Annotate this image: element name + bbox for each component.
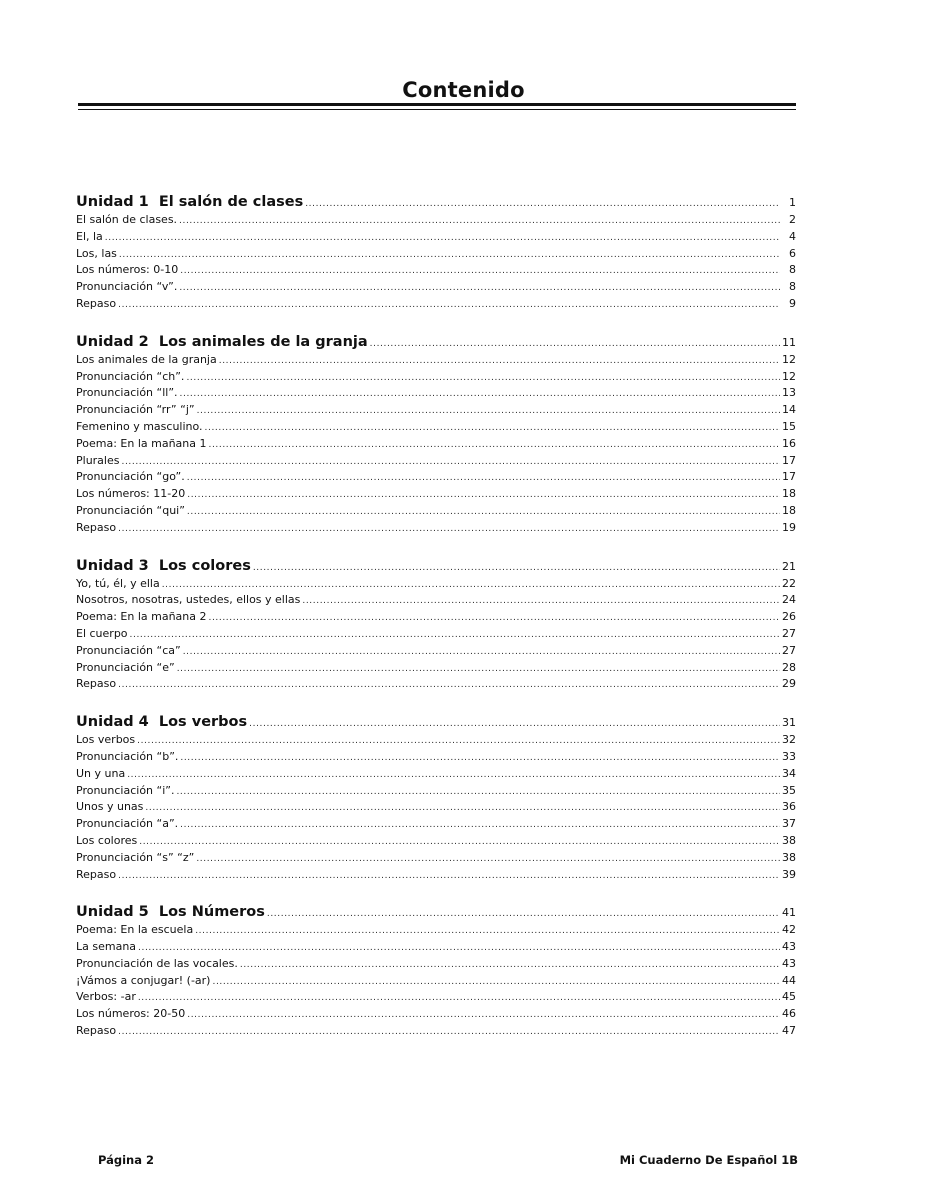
toc-entry-label: Pronunciación “i”. — [76, 783, 175, 797]
toc-entry — [76, 402, 796, 419]
toc-entry — [76, 1023, 796, 1040]
dot-leader — [130, 627, 780, 644]
toc-entry-label: Femenino y masculino. — [76, 419, 203, 433]
table-of-contents — [76, 192, 796, 1059]
dot-leader — [187, 470, 780, 487]
title-divider-thin — [78, 109, 796, 110]
toc-unit — [76, 902, 796, 1040]
toc-entry — [76, 660, 796, 677]
dot-leader — [139, 834, 780, 851]
unit-number: Unidad 3 — [76, 557, 149, 574]
toc-entry-page-number: 8 — [789, 280, 796, 294]
toc-entry-page-number: 33 — [782, 749, 796, 763]
toc-entry-page-number: 19 — [782, 520, 796, 534]
toc-unit-heading — [76, 712, 796, 732]
toc-entry-page-number: 4 — [789, 229, 796, 243]
toc-entry-page-number: 24 — [782, 593, 796, 607]
toc-entry — [76, 766, 796, 783]
toc-entry-page-number: 43 — [782, 940, 796, 954]
toc-entry — [76, 609, 796, 626]
toc-entry-page-number: 38 — [782, 833, 796, 847]
dot-leader — [205, 420, 780, 437]
toc-entry-label: ¡Vámos a conjugar! (-ar) — [76, 973, 211, 987]
toc-entry-page-number: 18 — [782, 503, 796, 517]
dot-leader — [119, 247, 780, 264]
toc-entry — [76, 922, 796, 939]
dot-leader — [240, 957, 780, 974]
unit-page-number: 1 — [789, 196, 796, 209]
toc-entry-page-number: 18 — [782, 487, 796, 501]
dot-leader — [183, 644, 780, 661]
toc-entry — [76, 676, 796, 693]
toc-entry — [76, 576, 796, 593]
toc-entry-page-number: 16 — [782, 436, 796, 450]
toc-entry — [76, 469, 796, 486]
toc-entry-label: Repaso — [76, 296, 117, 310]
unit-name: Los Números — [158, 904, 265, 921]
toc-entry-label: Los colores — [76, 833, 138, 847]
toc-entry-page-number: 39 — [782, 867, 796, 881]
toc-entry-label: El salón de clases. — [76, 213, 178, 226]
toc-unit — [76, 192, 796, 313]
toc-entry-label: Los animales de la granja — [76, 352, 217, 366]
dot-leader — [121, 454, 780, 471]
unit-heading-label — [76, 192, 303, 212]
footer-page-number: Página 2 — [98, 1153, 155, 1167]
toc-entry — [76, 369, 796, 386]
toc-entry — [76, 799, 796, 816]
toc-entry — [76, 956, 796, 973]
toc-entry — [76, 592, 796, 609]
toc-entry-label: El, la — [76, 229, 103, 243]
dot-leader — [249, 714, 780, 734]
dot-leader — [118, 868, 780, 885]
toc-entry-page-number: 17 — [782, 453, 796, 467]
toc-entry — [76, 816, 796, 833]
toc-entry — [76, 833, 796, 850]
dot-leader — [145, 800, 780, 817]
dot-leader — [212, 974, 780, 991]
toc-entry-page-number: 46 — [782, 1007, 796, 1021]
toc-entry-page-number: 8 — [789, 263, 796, 277]
toc-entry — [76, 246, 796, 263]
toc-entry-page-number: 42 — [782, 923, 796, 937]
toc-entry — [76, 279, 796, 296]
toc-entry-label: Yo, tú, él, y ella — [76, 576, 160, 590]
unit-heading-label — [76, 902, 265, 922]
toc-entry-label: Unos y unas — [76, 800, 144, 814]
dot-leader — [180, 817, 780, 834]
dot-leader — [209, 437, 781, 454]
dot-leader — [186, 370, 780, 387]
dot-leader — [105, 230, 780, 247]
toc-entry-label: Plurales — [76, 453, 120, 467]
dot-leader — [176, 784, 780, 801]
toc-entry-label: Pronunciación “s” “z” — [76, 850, 195, 864]
footer-book-title: Mi Cuaderno De Español 1B — [619, 1153, 798, 1167]
toc-entry-label: Repaso — [76, 677, 117, 691]
toc-entry — [76, 749, 796, 766]
toc-entry-label: Pronunciación “b”. — [76, 749, 179, 763]
toc-entry-page-number: 9 — [789, 296, 796, 310]
toc-entry — [76, 732, 796, 749]
toc-entry-page-number: 43 — [782, 956, 796, 970]
dot-leader — [253, 558, 780, 578]
toc-entry-page-number: 12 — [782, 369, 796, 383]
toc-unit — [76, 556, 796, 694]
toc-entry-label: Pronunciación de las vocales. — [76, 956, 238, 970]
toc-entry-label: Repaso — [76, 867, 117, 881]
toc-entry-label: Los verbos — [76, 733, 136, 747]
dot-leader — [179, 280, 780, 297]
unit-page-number: 21 — [782, 559, 796, 573]
dot-leader — [302, 593, 780, 610]
toc-entry-label: Poema: En la escuela — [76, 923, 194, 937]
toc-entry — [76, 419, 796, 436]
toc-entry-label: Los números: 0-10 — [76, 263, 179, 277]
toc-entry-page-number: 47 — [782, 1024, 796, 1038]
dot-leader — [118, 297, 780, 314]
unit-heading-label — [76, 332, 368, 352]
unit-heading-label — [76, 556, 251, 576]
dot-leader — [177, 661, 780, 678]
toc-entry — [76, 783, 796, 800]
toc-entry-page-number: 15 — [782, 419, 796, 433]
toc-entry-page-number: 14 — [782, 403, 796, 417]
dot-leader — [187, 487, 780, 504]
toc-entry — [76, 520, 796, 537]
toc-unit-heading — [76, 332, 796, 352]
unit-name: El salón de clases — [158, 194, 304, 210]
toc-entry — [76, 850, 796, 867]
dot-leader — [209, 610, 781, 627]
dot-leader — [197, 403, 780, 420]
toc-entry — [76, 973, 796, 990]
unit-page-number: 11 — [782, 335, 796, 349]
toc-entry-label: Poema: En la mañana 1 — [76, 436, 207, 450]
toc-entry-label: Pronunciación “ll”. — [76, 386, 178, 400]
unit-number: Unidad 4 — [76, 714, 149, 731]
toc-entry-page-number: 12 — [782, 352, 796, 366]
toc-entry-label: Los números: 11-20 — [76, 487, 186, 501]
toc-entry-page-number: 34 — [782, 766, 796, 780]
toc-entry — [76, 262, 796, 279]
dot-leader — [118, 677, 780, 694]
toc-entry-page-number: 32 — [782, 733, 796, 747]
toc-entry — [76, 385, 796, 402]
toc-entry-page-number: 28 — [782, 660, 796, 674]
unit-page-number: 41 — [782, 906, 796, 920]
dot-leader — [138, 940, 780, 957]
toc-entry-page-number: 29 — [782, 677, 796, 691]
toc-entry-label: Pronunciación “e” — [76, 660, 175, 674]
toc-entry-label: Verbos: -ar — [76, 990, 136, 1004]
toc-entry-page-number: 44 — [782, 973, 796, 987]
unit-name: Los verbos — [158, 714, 248, 731]
toc-entry — [76, 486, 796, 503]
toc-entry-label: El cuerpo — [76, 626, 128, 640]
toc-unit — [76, 332, 796, 537]
toc-entry-label: Pronunciación “ca” — [76, 643, 181, 657]
toc-entry — [76, 643, 796, 660]
dot-leader — [219, 353, 780, 370]
toc-entry-label: Poema: En la mañana 2 — [76, 610, 207, 624]
toc-entry-page-number: 26 — [782, 610, 796, 624]
toc-entry — [76, 212, 796, 229]
toc-entry — [76, 229, 796, 246]
toc-entry — [76, 1006, 796, 1023]
toc-entry — [76, 626, 796, 643]
dot-leader — [187, 1007, 780, 1024]
toc-entry — [76, 352, 796, 369]
toc-entry-label: Repaso — [76, 1024, 117, 1038]
toc-entry — [76, 989, 796, 1006]
unit-number: Unidad 5 — [76, 904, 149, 921]
toc-entry-page-number: 17 — [782, 470, 796, 484]
unit-number: Unidad 2 — [76, 333, 149, 350]
toc-entry-label: Los números: 20-50 — [76, 1007, 186, 1021]
toc-entry-page-number: 45 — [782, 990, 796, 1004]
toc-entry-page-number: 35 — [782, 783, 796, 797]
unit-name: Los animales de la granja — [158, 333, 368, 350]
toc-entry-label: Pronunciación “a”. — [76, 817, 179, 831]
toc-unit — [76, 712, 796, 883]
unit-page-number: 31 — [782, 716, 796, 730]
dot-leader — [127, 767, 780, 784]
dot-leader — [187, 504, 780, 521]
toc-unit-heading — [76, 192, 796, 212]
toc-entry-label: Pronunciación “v”. — [76, 280, 178, 294]
dot-leader — [180, 750, 780, 767]
toc-entry-page-number: 38 — [782, 850, 796, 864]
toc-entry-label: La semana — [76, 940, 137, 954]
toc-entry-label: Los, las — [76, 246, 117, 260]
dot-leader — [179, 213, 780, 230]
unit-name: Los colores — [158, 557, 251, 574]
unit-number: Unidad 1 — [76, 194, 149, 210]
dot-leader — [118, 521, 780, 538]
toc-entry-page-number: 37 — [782, 817, 796, 831]
title-divider-thick — [78, 103, 796, 106]
toc-entry — [76, 939, 796, 956]
toc-entry-label: Pronunciación “qui” — [76, 503, 185, 517]
dot-leader — [138, 990, 780, 1007]
dot-leader — [370, 334, 780, 354]
dot-leader — [305, 194, 780, 214]
dot-leader — [195, 923, 780, 940]
toc-entry-label: Nosotros, nosotras, ustedes, ellos y ellas — [76, 593, 301, 607]
toc-entry-page-number: 36 — [782, 800, 796, 814]
unit-heading-label — [76, 712, 247, 732]
toc-entry — [76, 503, 796, 520]
toc-entry-label: Pronunciación “ch”. — [76, 369, 185, 383]
toc-entry — [76, 296, 796, 313]
toc-entry-label: Pronunciación “rr” “j” — [76, 403, 195, 417]
toc-entry-page-number: 2 — [789, 213, 796, 226]
dot-leader — [267, 904, 780, 924]
page-title: Contenido — [402, 78, 525, 102]
toc-entry — [76, 867, 796, 884]
dot-leader — [180, 263, 780, 280]
toc-entry-label: Un y una — [76, 766, 126, 780]
toc-entry — [76, 453, 796, 470]
toc-entry — [76, 436, 796, 453]
toc-entry-label: Repaso — [76, 520, 117, 534]
toc-entry-page-number: 13 — [782, 386, 796, 400]
dot-leader — [162, 577, 780, 594]
toc-entry-page-number: 22 — [782, 576, 796, 590]
dot-leader — [137, 733, 780, 750]
toc-entry-page-number: 27 — [782, 643, 796, 657]
toc-unit-heading — [76, 556, 796, 576]
dot-leader — [180, 386, 780, 403]
dot-leader — [196, 851, 780, 868]
toc-entry-page-number: 6 — [789, 246, 796, 260]
toc-entry-label: Pronunciación “go”. — [76, 470, 185, 484]
toc-entry-page-number: 27 — [782, 626, 796, 640]
toc-unit-heading — [76, 902, 796, 922]
dot-leader — [118, 1024, 780, 1041]
